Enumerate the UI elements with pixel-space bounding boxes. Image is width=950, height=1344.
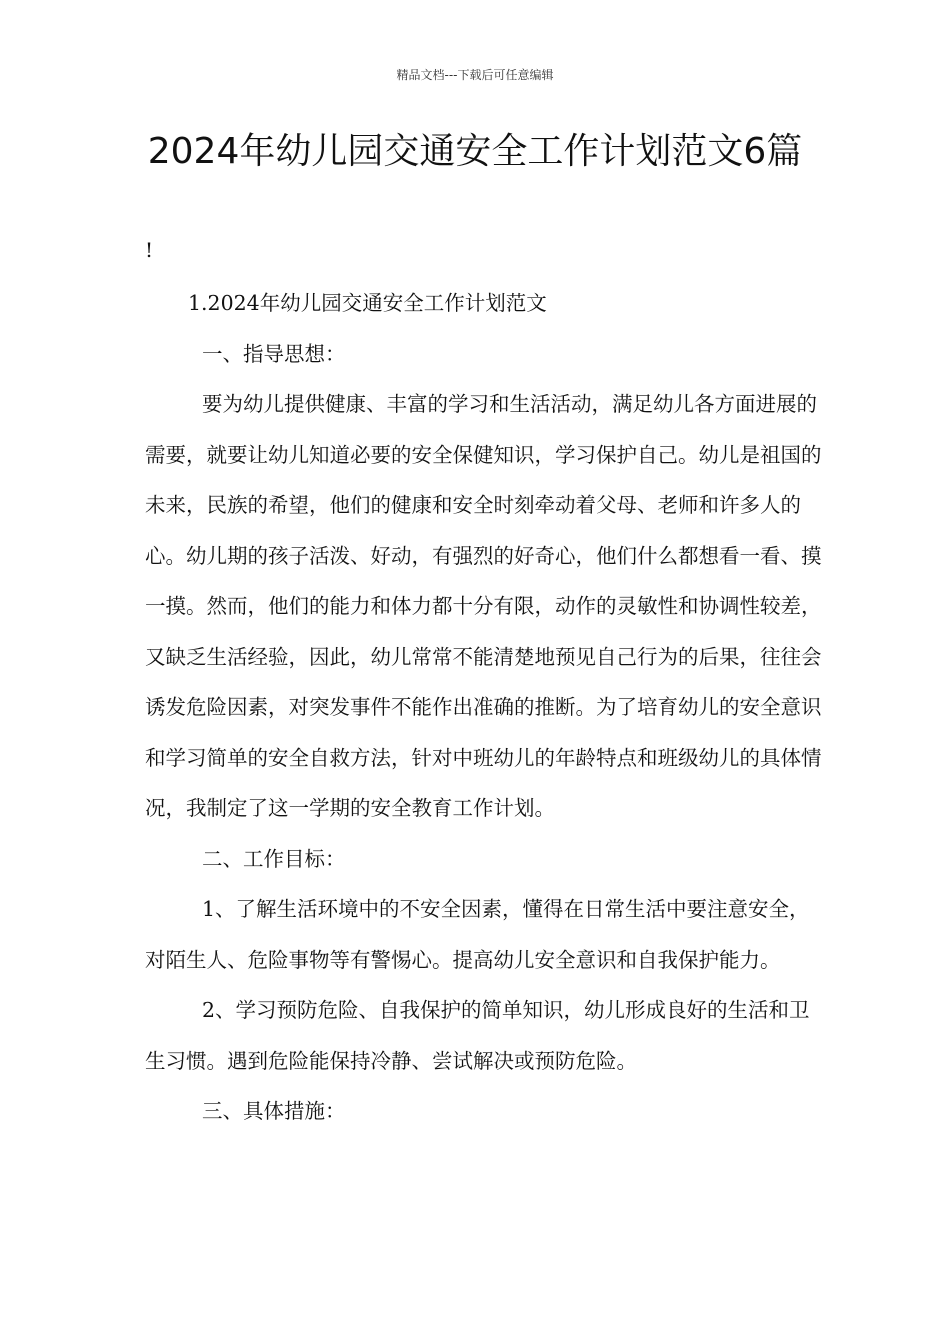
section-heading: 一、指导思想： xyxy=(202,341,346,366)
body-paragraph: 2、学习预防危险、自我保护的简单知识，幼儿形成良好的生活和卫生习惯。遇到危险能保持冷静、尝试解决或预防危险。 xyxy=(145,998,810,1073)
section-heading: 二、工作目标： xyxy=(202,846,346,871)
header-note: 精品文档---下载后可任意编辑 xyxy=(396,68,554,82)
section-heading: 三、具体措施： xyxy=(202,1099,346,1123)
body-paragraph: 1、了解生活环境中的不安全因素，懂得在日常生活中要注意安全，对陌生人、危险事物等有警惕心。提高幼儿安全意识和自我保护能力。 xyxy=(145,897,810,972)
document-title: 2024年幼儿园交通安全工作计划范文6篇 xyxy=(147,131,803,172)
exclamation-mark: ! xyxy=(145,238,154,262)
document-body xyxy=(145,278,825,1137)
body-paragraph: 要为幼儿提供健康、丰富的学习和生活活动，满足幼儿各方面进展的需要，就要让幼儿知道必要的安全保健知识，学习保护自己。幼儿是祖国的未来，民族的希望，他们的健康和安全时刻牵动着父母、老师和许多人的心。幼儿期的孩子活泼、好动，有强烈的好奇心，他们什么都想看一看、摸一摸。然而，他们的能力和体力都十分有限，动作的灵敏性和协调性较差，又缺乏生活经验，因此，幼儿常常不能清楚地预见自己行为的后果，往往会诱发危险因素，对突发事件不能作出准确的推断。为了培育幼儿的安全意识和学习简单的安全自救方法，针对中班幼儿的年龄特点和班级幼儿的具体情况，我制定了这一学期的安全教育工作计划。 xyxy=(145,392,822,820)
section-heading: 1.2024年幼儿园交通安全工作计划范文 xyxy=(188,291,547,315)
